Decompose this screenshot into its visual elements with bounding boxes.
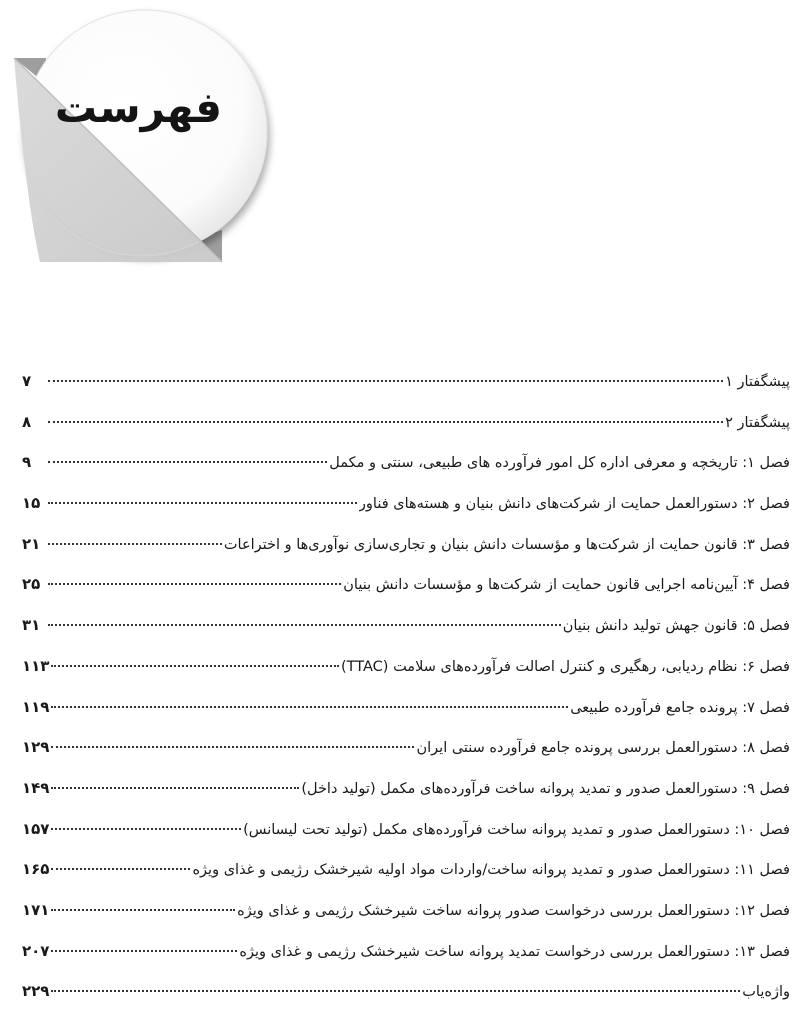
toc-page-number: ۱۲۹ [22, 738, 50, 757]
toc-entry-title: فصل ۷: پرونده جامع فرآورده طبیعی [570, 699, 790, 716]
toc-page-number: ۲۰۷ [22, 941, 50, 960]
toc-entry-title: پیشگفتار ۱ [725, 374, 790, 390]
toc-dot-leader [48, 624, 561, 626]
page-title: فهرست [54, 83, 222, 132]
toc-entry[interactable] [22, 815, 790, 856]
toc-entry[interactable] [22, 530, 790, 571]
toc-entry-title: فصل ۱: تاریخچه و معرفی اداره کل امور فرآورده های طبیعی، سنتی و مکمل [329, 455, 790, 472]
toc-dot-leader [51, 746, 414, 748]
toc-entry-title: فصل ۱۳: دستورالعمل بررسی درخواست تمدید پروانه ساخت شیرخشک رژیمی و غذای ویژه [239, 943, 790, 960]
toc-dot-leader [48, 543, 222, 545]
toc-entry-title: فصل ۱۲: دستورالعمل بررسی درخواست صدور پروانه ساخت شیرخشک رژیمی و غذای ویژه [237, 902, 790, 919]
toc-entry-title: فصل ۹: دستورالعمل صدور و تمدید پروانه ساخت فرآورده‌های مکمل (تولید داخل) [301, 780, 790, 797]
toc-entry-title: فصل ۵: قانون جهش تولید دانش بنیان [562, 618, 790, 635]
toc-entry-title: فصل ۴: آیین‌نامه اجرایی قانون حمایت از شرکت‌ها و مؤسسات دانش بنیان [343, 577, 790, 594]
table-of-contents [22, 367, 790, 1018]
toc-entry[interactable] [22, 611, 790, 652]
toc-entry[interactable] [22, 693, 790, 734]
toc-page-number: ۲۱ [22, 534, 41, 553]
toc-page-number: ۱۴۹ [22, 778, 50, 797]
toc-entry-title: واژه‌یاب [742, 984, 790, 1001]
toc-entry[interactable] [22, 489, 790, 530]
badge-graphic [0, 0, 300, 300]
toc-page-number: ۲۲۹ [22, 982, 50, 1001]
toc-entry[interactable] [22, 855, 790, 896]
toc-entry[interactable] [22, 652, 790, 693]
toc-page-number: ۱۵۷ [22, 819, 50, 838]
toc-page-number: ۲۵ [22, 575, 41, 594]
toc-entry[interactable] [22, 733, 790, 774]
toc-entry[interactable] [22, 774, 790, 815]
toc-entry-title: فصل ۸: دستورالعمل بررسی پرونده جامع فرآورده سنتی ایران [416, 740, 790, 757]
toc-page-number: ۷ [22, 372, 32, 390]
toc-page-number: ۱۵ [22, 494, 41, 513]
toc-page-number: ۱۶۵ [22, 860, 50, 879]
toc-dot-leader [48, 380, 723, 382]
header-badge [0, 0, 300, 300]
toc-entry[interactable] [22, 448, 790, 489]
toc-entry-title: فصل ۱۰: دستورالعمل صدور و تمدید پروانه ساخت فرآورده‌های مکمل (تولید تحت لیسانس) [243, 821, 790, 838]
toc-dot-leader [51, 868, 190, 870]
toc-entry[interactable] [22, 937, 790, 978]
toc-dot-leader [51, 828, 241, 830]
toc-entry-title: فصل ۶: نظام ردیابی، رهگیری و کنترل اصالت فرآورده‌های سلامت (TTAC) [341, 658, 790, 675]
toc-dot-leader [48, 583, 341, 585]
toc-page-number: ۸ [22, 412, 32, 431]
toc-dot-leader [51, 706, 568, 708]
toc-dot-leader [48, 461, 327, 463]
toc-entry[interactable] [22, 896, 790, 937]
toc-page-number: ۱۷۱ [22, 900, 50, 919]
toc-entry-title: پیشگفتار ۲ [725, 414, 790, 431]
toc-page-number: ۱۱۳ [22, 656, 50, 675]
toc-dot-leader [48, 502, 357, 504]
toc-entry-title: فصل ۲: دستورالعمل حمایت از شرکت‌های دانش بنیان و هسته‌های فناور [358, 496, 790, 513]
toc-entry[interactable] [22, 570, 790, 611]
toc-dot-leader [48, 421, 723, 423]
toc-entry[interactable] [22, 367, 790, 408]
toc-dot-leader [51, 787, 299, 789]
toc-dot-leader [51, 990, 740, 992]
toc-entry-title: فصل ۳: قانون حمایت از شرکت‌ها و مؤسسات دانش بنیان و تجاری‌سازی نوآوری‌ها و اختراعات [223, 536, 790, 553]
toc-entry[interactable] [22, 977, 790, 1018]
toc-page-number: ۱۱۹ [22, 697, 50, 716]
toc-page-number: ۹ [22, 453, 32, 472]
toc-entry[interactable] [22, 408, 790, 449]
toc-dot-leader [51, 665, 339, 667]
toc-entry-title: فصل ۱۱: دستورالعمل صدور و تمدید پروانه ساخت/واردات مواد اولیه شیرخشک رژیمی و غذای ویژه [192, 862, 790, 879]
toc-dot-leader [51, 909, 235, 911]
toc-page-number: ۳۱ [22, 616, 41, 635]
toc-dot-leader [51, 950, 237, 952]
